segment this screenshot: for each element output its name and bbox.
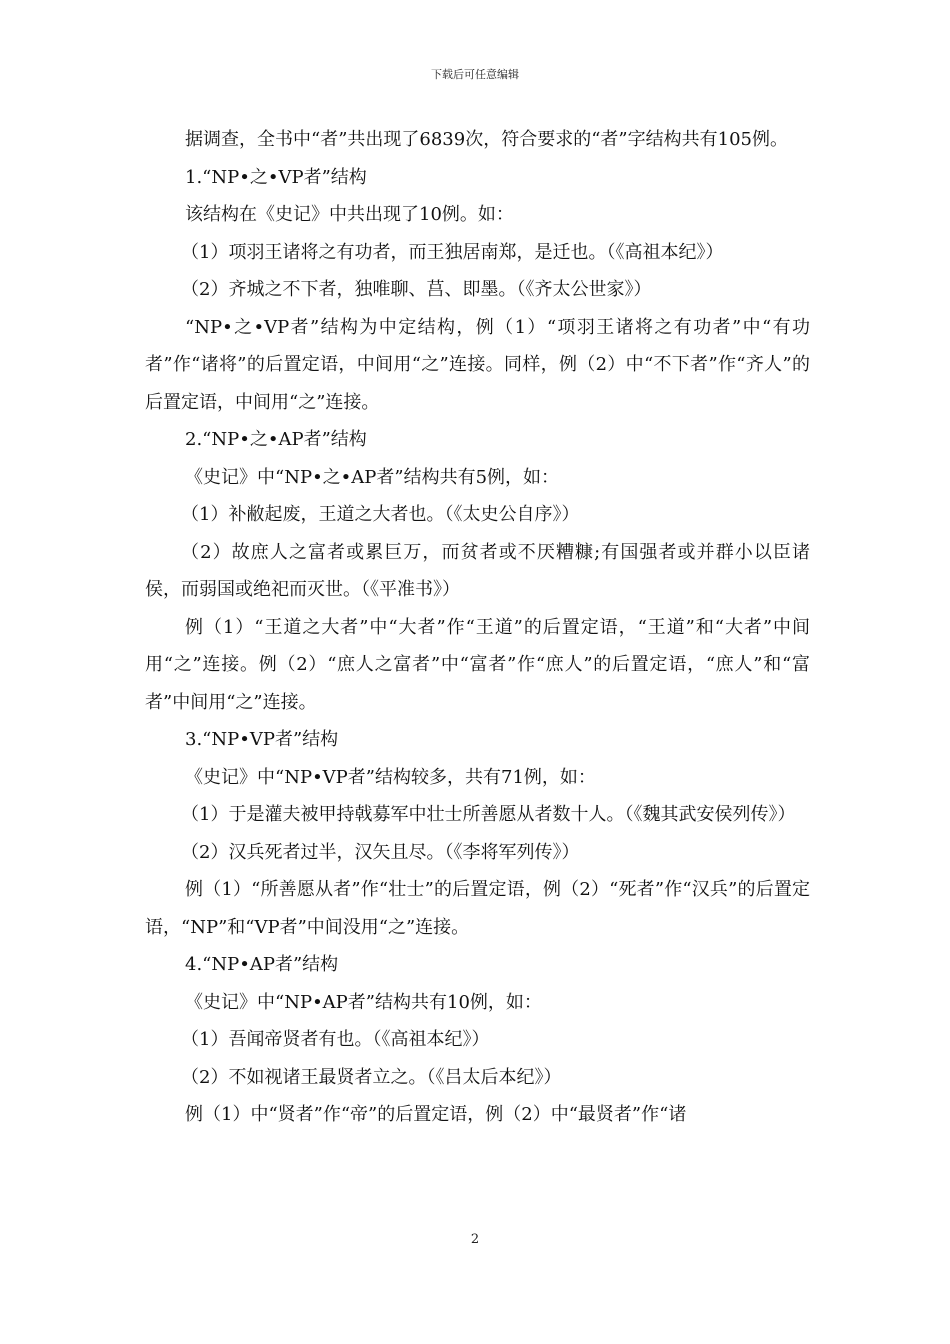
example-sentence: （1）于是灌夫被甲持戟募军中壮士所善愿从者数十人。（《魏其武安侯列传》） — [181, 804, 796, 825]
example-sentence: （2）汉兵死者过半，汉矢且尽。（《李将军列传》） — [181, 841, 580, 863]
section-heading: 3.“NP•VP者”结构 — [185, 729, 339, 750]
paragraph: 据调查，全书中“者”共出现了6839次，符合要求的“者”字结构共有105例。 — [185, 129, 788, 150]
section-heading: 4.“NP•AP者”结构 — [185, 954, 339, 975]
section-heading: 1.“NP•之•VP者”结构 — [185, 166, 367, 188]
paragraph: 《史记》中“NP•之•AP者”结构共有5例，如： — [185, 466, 560, 488]
example-sentence: （1）补敝起废，王道之大者也。（《太史公自序》） — [181, 504, 580, 525]
paragraph: 《史记》中“NP•VP者”结构较多，共有71例，如： — [185, 766, 596, 788]
example-sentence: （2）故庶人之富者或累巨万，而贫者或不厌糟糠;有国强者或并群小以臣诸侯，而弱国或绝祀而灭世。（《平准书》） — [145, 541, 810, 600]
paragraph: 该结构在《史记》中共出现了10例。如： — [185, 204, 514, 225]
section-heading: 2.“NP•之•AP者”结构 — [185, 429, 367, 450]
example-sentence: （2）不如视诸王最贤者立之。（《吕太后本纪》） — [181, 1066, 562, 1088]
paragraph: 例（1）“王道之大者”中“大者”作“王道”的后置定语，“王道”和“大者”中间用“之”连接。例（2）“庶人之富者”中“富者”作“庶人”的后置定语，“庶人”和“富者”中间用“之”连接。 — [145, 616, 810, 713]
paragraph: “NP•之•VP者”结构为中定结构，例（1）“项羽王诸将之有功者”中“有功者”作“诸将”的后置定语，中间用“之”连接。同样，例（2）中“不下者”作“齐人”的后置定语，中间用“之”连接。 — [145, 316, 810, 413]
body-text — [145, 121, 810, 1134]
page-header: 下载后可任意编辑 — [431, 68, 519, 81]
example-sentence: （2）齐城之不下者，独唯聊、莒、即墨。（《齐太公世家》） — [181, 279, 652, 300]
example-sentence: （1）吾闻帝贤者有也。（《高祖本纪》） — [181, 1029, 490, 1050]
paragraph: 《史记》中“NP•AP者”结构共有10例，如： — [185, 991, 542, 1013]
paragraph: 例（1）中“贤者”作“帝”的后置定语，例（2）中“最贤者”作“诸 — [185, 1104, 687, 1125]
page-number: 2 — [470, 1232, 480, 1247]
example-sentence: （1）项羽王诸将之有功者，而王独居南郑，是迁也。（《高祖本纪》） — [181, 241, 724, 263]
paragraph: 例（1）“所善愿从者”作“壮士”的后置定语，例（2）“死者”作“汉兵”的后置定语，“NP”和“VP者”中间没用“之”连接。 — [145, 879, 810, 938]
